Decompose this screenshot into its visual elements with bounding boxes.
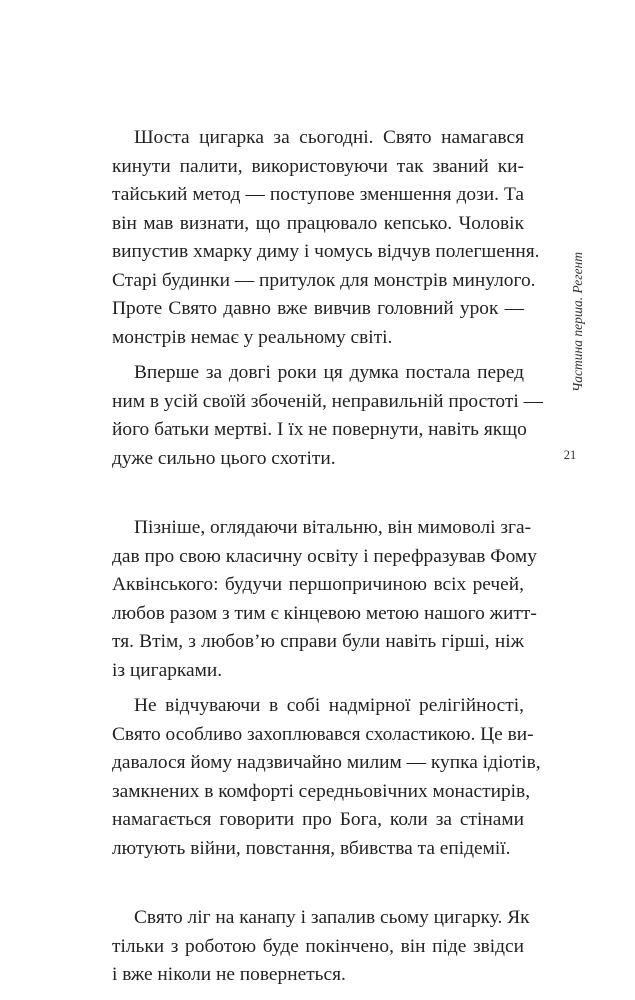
text-line: Проте Свято давно вже вивчив головний урок — [112, 298, 524, 319]
text-line: Старі будинки — притулок для монстрів минулого. [112, 269, 536, 291]
text-line: давалося йому надзвичайно милим — купка ідіотів, [112, 752, 541, 773]
text-section [112, 514, 541, 863]
text-line: Аквінського: будучи першопричиною всіх речей, [112, 574, 524, 595]
text-line: він мав визнати, що працювало кепсько. Чоловік [112, 212, 524, 234]
text-line: тільки з роботою буде покінчено, він піде звідси [112, 935, 524, 957]
text-line: випустив хмарку диму і чомусь відчув полегшення. [112, 241, 540, 262]
section-break [112, 473, 524, 514]
text-line: Вперше за довгі роки ця думка постала перед [134, 362, 524, 383]
text-line: і вже ніколи не повернеться. [112, 964, 346, 985]
text-line: намагається говорити про Бога, коли за стінами [112, 809, 524, 830]
text-line: Не відчуваючи в собі надмірної релігійності, [134, 695, 524, 716]
text-section [112, 124, 543, 473]
text-line: ним в усій своїй збоченій, неправильній простоті — [112, 390, 543, 412]
text-line: Шоста цигарка за сьогодні. Свято намагався [134, 127, 524, 148]
paragraph [112, 359, 543, 473]
text-line: тя. Втім, з любов’ю справи були навіть гірші, ніж [112, 631, 524, 652]
text-line: монстрів немає у реальному світі. [112, 326, 393, 348]
text-line: Пізніше, оглядаючи вітальню, він мимоволі зга- [134, 517, 532, 538]
running-head [568, 242, 588, 392]
paragraph [112, 514, 537, 685]
section-break [112, 863, 524, 904]
text-line: із цигарками. [112, 659, 223, 681]
text-line: Свято ліг на канапу і запалив сьому цигарку. Як [134, 907, 530, 928]
body-text [112, 124, 543, 990]
text-line: дуже сильно цього схотіти. [112, 447, 336, 469]
text-line: кинути палити, використовуючи так званий ки- [112, 155, 524, 177]
text-line: Свято особливо захоплювався схоластикою. Це ви- [112, 723, 534, 745]
text-line: дав про свою класичну освіту і перефразував Фому [112, 545, 537, 567]
text-line: лютують війни, повстання, вбивства та епідемії. [112, 837, 511, 859]
text-section [112, 904, 530, 990]
text-line: любов разом з тим є кінцевою метою нашого житт- [112, 602, 537, 624]
text-line: тайський метод — поступове зменшення дози. Та [112, 184, 524, 205]
paragraph [112, 904, 530, 990]
running-head-text: Частина перша. Регент [570, 251, 585, 392]
page-number: 21 [563, 448, 577, 462]
text-line: його батьки мертві. І їх не повернути, навіть якщо [112, 419, 527, 440]
text-line: замкнених в комфорті середньовічних монастирів, [112, 780, 531, 802]
paragraph [112, 124, 540, 352]
paragraph [112, 692, 541, 863]
